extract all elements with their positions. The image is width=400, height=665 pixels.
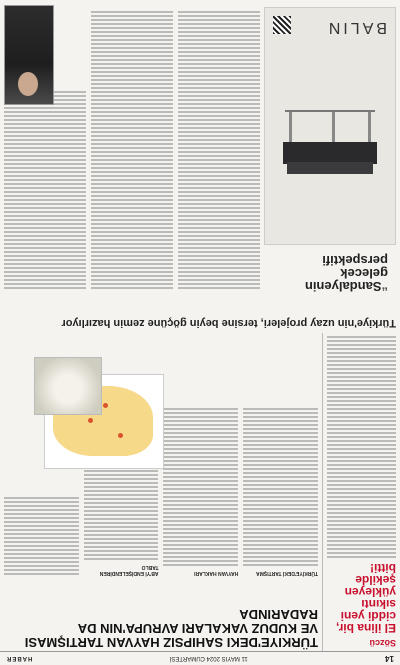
news-subhead: HAYVAN HAKLARI: [194, 570, 239, 576]
ad-brand-name: BALIN: [325, 19, 387, 36]
section-label: HABER: [6, 655, 33, 662]
sidebar-headline: El ilina bir, ciddi yeni sıkıntı yükleyen şekilde bitti!: [335, 561, 396, 635]
interview-column: [91, 13, 173, 293]
news-subhead: AB'Yİ ENDİŞELENDİREN TABLO: [99, 564, 159, 576]
furniture-image: [275, 104, 385, 204]
interview-column: [178, 13, 260, 293]
brand-logo: Sözcü: [369, 638, 396, 648]
interview-header: [4, 295, 396, 329]
sidebar-body: [327, 336, 396, 558]
masthead: [0, 651, 400, 665]
interview-title: Türkiye'nin uzay projeleri, tersine beyin göçüne zemin hazırlıyor: [61, 317, 396, 329]
qr-code-icon: [273, 16, 291, 34]
news-column: [164, 419, 239, 579]
main-headline: TÜRKIYE'DEKI SAHIPSIZ HAYVAN TARTIŞMASI VE KUDUZ VAKALARI AVRUPA'NIN DA RADARINDA: [24, 607, 318, 650]
pull-quote: [298, 254, 388, 293]
main-headline-block: [4, 581, 318, 649]
news-subhead: TÜRKİYE'DEKİ TARTIŞMA: [256, 570, 318, 576]
pull-quote-text: Sandalyenin gelecek perspektifi: [304, 253, 388, 294]
issue-date: 11 MAYIS 2024 CUMARTESİ: [169, 655, 248, 662]
map-marker-icon: [118, 433, 123, 438]
news-column: [243, 419, 318, 579]
brand-row: [327, 638, 396, 648]
map-marker-icon: [103, 403, 108, 408]
map-marker-icon: [88, 418, 93, 423]
sidebar-column: [322, 333, 400, 651]
page-number: 14: [385, 654, 394, 663]
portrait-photo: [4, 5, 54, 105]
quote-mark-icon: “: [381, 279, 388, 294]
furniture-advertisement: [264, 7, 396, 245]
dog-photo: [34, 357, 102, 415]
